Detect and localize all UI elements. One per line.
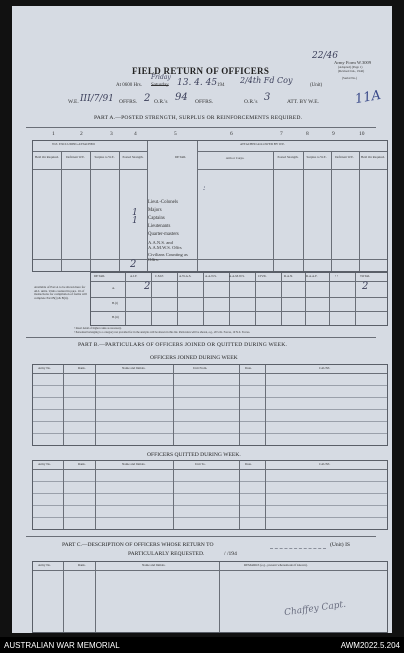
ors-value: 94 (175, 92, 188, 103)
we-excluding-header: W.E. EXCLUDING ATTACHED (52, 142, 95, 146)
part-b-title: PART B.—PARTICULARS OF OFFICERS JOINED OR QUITTED DURING WEEK. (78, 342, 288, 348)
summary-head-aif: A.I.F. (130, 274, 138, 278)
attached-allowed-header: ATTACHED ALLOWED BY W.E. (240, 142, 286, 146)
col-head-held-on: Held On Required. (34, 155, 60, 159)
joined-head-unit-from: Unit From. (193, 366, 208, 370)
col-number: 6 (230, 131, 233, 137)
rank-aans: A.A.N.S. and A.A.M.W.S. Offrs (148, 240, 182, 250)
footer-bar (0, 637, 404, 653)
quitted-head-name: Name and Initials. (122, 462, 146, 466)
ors-label-2: O.R.'s (244, 99, 258, 105)
col-number: 2 (80, 131, 83, 137)
part-c-head-rank: Rank. (78, 563, 86, 567)
joined-head-cause: CAUSE. (319, 366, 331, 370)
rank-civilians: Civilians Counting as Offrs. (148, 252, 188, 262)
col-number: 7 (280, 131, 283, 137)
day-printed: Saturday (151, 83, 169, 88)
summary-head-other: • • (335, 274, 339, 278)
col-number: 3 (110, 131, 113, 137)
summary-head-civil: CIVIL (258, 274, 267, 278)
ors-label: O.R.'s (154, 99, 168, 105)
offrs-value: 2 (144, 93, 151, 104)
we-label: W.E. (68, 99, 79, 105)
summary-head-awas: A.W.A.S. (179, 274, 192, 278)
day-written: Friday (151, 74, 171, 81)
col-head-posted-right: Posted Strength. (277, 155, 299, 159)
adapted-note: (Adapted) (Page 1) (338, 65, 363, 69)
summary-head-detail: DETAIL (94, 274, 106, 278)
offrs-label: OFFRS. (119, 99, 138, 105)
rank-captains: Captains (148, 216, 165, 221)
rank-quartermasters: Quarter-masters (148, 232, 179, 237)
quitted-head-date: Date. (245, 462, 252, 466)
summary-footnote-1: • Insert detail of higher ranks as necessary. (74, 327, 122, 330)
col-head-surplus: Surplus to W.E. (94, 155, 115, 159)
date-written: 13. 4. 45 (177, 78, 218, 88)
signature: Chaffey Capt. (283, 599, 347, 619)
summary-row-bi: B.(i) (112, 301, 118, 305)
summary-head-ran: R.A.N. (284, 274, 294, 278)
written-lieutenants: 1 (132, 216, 138, 226)
offrs-label-2: OFFRS. (195, 99, 214, 105)
summary-head-aamws: A.A.M.W.S. (229, 274, 245, 278)
col-head-surplus-right: Surplus to W.E. (306, 155, 327, 159)
part-a-title: PART A.—POSTED STRENGTH, SURPLUS OR REINFORCEMENTS REQUIRED. (94, 115, 303, 121)
summary-footnote-2: • Personnel belonging to a category not provided for in the analysis will be shown in this list. Particulars will be shown, e.g., 20 U.K. Forces, 10 N.Z. Forces. (74, 331, 250, 334)
at-hours-label: At 0600 Hrs. (116, 83, 142, 88)
we-value: III/7/91 (80, 94, 114, 104)
part-c-title-1: PART C.—DESCRIPTION OF OFFICERS WHOSE RETURN TO (62, 542, 214, 548)
col-number: 10 (359, 131, 365, 137)
rank-lieutenants: Lieutenants (148, 224, 171, 229)
quitted-head-army-no: Army No. (38, 462, 51, 466)
col-head-held-right: Held On Required. (360, 155, 386, 159)
col-number: 9 (332, 131, 335, 137)
col-head-posted: Posted Strength. (122, 155, 144, 159)
summary-row-bii: B.(ii) (112, 315, 119, 319)
footer-institution: AUSTRALIAN WAR MEMORIAL (4, 641, 120, 650)
part-c-table (32, 561, 388, 633)
col-number: 4 (134, 131, 137, 137)
part-c-head-name: Name and Initials. (142, 563, 166, 567)
ors-value-2: 3 (264, 92, 271, 103)
written-total: 2 (130, 259, 137, 270)
col-head-deficient-right: Deficient W.E. (335, 155, 354, 159)
summary-head-cmf: C.M.F. (155, 274, 164, 278)
summary-head-raaf: R.A.A.F. (306, 274, 318, 278)
part-c-title-2: PARTICULARLY REQUESTED. (128, 551, 205, 557)
joined-head-date: Date. (245, 366, 252, 370)
part-c-title-unit: (Unit) IS (330, 542, 351, 548)
part-c-head-remarks: REMARKS (e.g., present whereabouts if known). (244, 563, 308, 567)
summary-head-aans: A.A.N.S. (205, 274, 217, 278)
army-form-number: Army Form W.3009 (334, 60, 372, 65)
serial-label: (Serial No.) (342, 76, 358, 80)
joined-head-rank: Rank. (78, 366, 86, 370)
written-captains: 1 (132, 208, 138, 218)
form-title: FIELD RETURN OF OFFICERS (132, 66, 270, 76)
dot-mark: : (203, 184, 206, 192)
col-number: 1 (52, 131, 55, 137)
joined-head-name: Name and Initials. (122, 366, 146, 370)
rank-lt-col: Lieut.-Colonels (148, 200, 178, 205)
footer-accession: AWM2022.5.204 (340, 641, 400, 650)
summary-head-total: TOTAL (360, 274, 371, 278)
summary-note: Available of Part A to be shown here for ALL units. Units counted in para. 16 of instructions for compilation of forms will complete Part B(i) & B(ii). (34, 285, 87, 300)
quitted-table (32, 460, 388, 530)
summary-aif-value: 2 (144, 281, 151, 292)
detail-header: DETAIL (175, 155, 187, 159)
quitted-head-rank: Rank. (78, 462, 86, 466)
joined-title: OFFICERS JOINED DURING WEEK (150, 355, 238, 361)
part-c-title-date: / /194 (224, 551, 237, 557)
revised-note: (Revised Jan., 1942) (338, 69, 365, 73)
joined-table (32, 364, 388, 446)
part-c-head-army-no: Army No. (38, 563, 51, 567)
col-number: 5 (174, 131, 177, 137)
att-label: ATT. BY W.E. (287, 99, 319, 105)
summary-total-value: 2 (362, 281, 369, 292)
rank-majors: Majors (148, 208, 162, 213)
col-number: 8 (306, 131, 309, 137)
unit-label: (Unit) (310, 83, 323, 88)
summary-row-a: A. (112, 286, 116, 290)
quitted-head-cause: CAUSE. (319, 462, 331, 466)
joined-head-army-no: Army No. (38, 366, 51, 370)
year-suffix: 194 (217, 83, 225, 88)
col-head-deficient: Deficient W.E. (66, 155, 85, 159)
summary-table (90, 272, 388, 326)
margin-note: 11A (353, 87, 383, 108)
quitted-title: OFFICERS QUITTED DURING WEEK. (147, 452, 241, 458)
form-sheet (12, 6, 392, 633)
unit-written: 2/4th Fd Coy (240, 76, 293, 85)
col-head-arm: Arm or Corps. (225, 156, 245, 160)
quitted-head-unit-to: Unit To. (195, 462, 206, 466)
serial-value: 22/46 (312, 51, 338, 61)
